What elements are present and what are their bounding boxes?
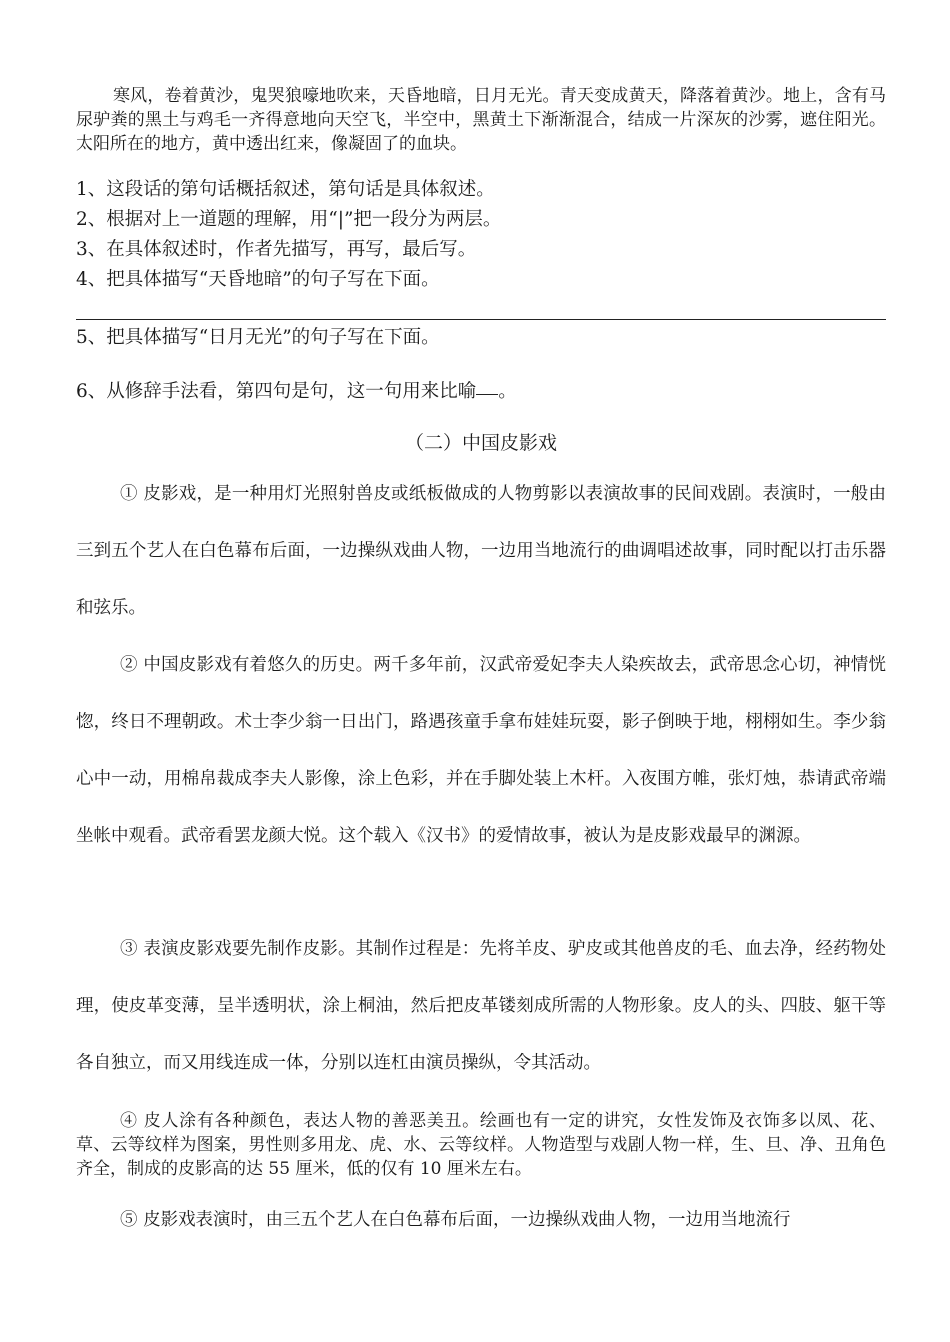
question-1: 1、这段话的第句话概括叙述，第句话是具体叙述。	[76, 179, 495, 200]
paragraph-3: ③ 表演皮影戏要先制作皮影。其制作过程是：先将羊皮、驴皮或其他兽皮的毛、血去净，经药物处理，使皮革变薄，呈半透明状，涂上桐油，然后把皮革镂刻成所需的人物形象。皮人的头、四肢、躯干等各自独立，而又用线连成一体，分别以连杠由演员操纵，令其活动。	[76, 939, 886, 1073]
paragraph-5: ⑤ 皮影戏表演时，由三五个艺人在白色幕布后面，一边操纵戏曲人物，一边用当地流行	[120, 1210, 791, 1230]
question-3: 3、在具体叙述时，作者先描写，再写，最后写。	[76, 239, 477, 260]
question-6	[76, 377, 517, 403]
question-6-text: 6、从修辞手法看，第四句是句，这一句用来比喻	[76, 381, 477, 402]
answer-line	[76, 319, 886, 320]
section-title: （二）中国皮影戏	[404, 432, 557, 454]
question-2: 2、根据对上一道题的理解，用“|”把一段分为两层。	[76, 209, 502, 230]
answer-blank	[476, 393, 498, 395]
paragraph-4: ④ 皮人涂有各种颜色，表达人物的善恶美丑。绘画也有一定的讲究，女性发饰及衣饰多以凤、花、草、云等纹样为图案，男性则多用龙、虎、水、云等纹样。人物造型与戏剧人物一样，生、旦、净、丑角色齐全，制成的皮影高的达 55 厘米，低的仅有 10 厘米左右。	[76, 1111, 886, 1179]
question-6-end: 。	[498, 381, 517, 402]
paragraph-2: ② 中国皮影戏有着悠久的历史。两千多年前，汉武帝爱妃李夫人染疾故去，武帝思念心切，神情恍惚，终日不理朝政。术士李少翁一日出门，路遇孩童手拿布娃娃玩耍，影子倒映于地，栩栩如生。李少翁心中一动，用棉帛裁成李夫人影像，涂上色彩，并在手脚处装上木杆。入夜围方帷，张灯烛，恭请武帝端坐帐中观看。武帝看罢龙颜大悦。这个载入《汉书》的爱情故事，被认为是皮影戏最早的渊源。	[76, 655, 886, 846]
question-4: 4、把具体描写“天昏地暗”的句子写在下面。	[76, 269, 440, 290]
question-5: 5、把具体描写“日月无光”的句子写在下面。	[76, 327, 440, 348]
passage-sandstorm: 寒风，卷着黄沙，鬼哭狼嚎地吹来，天昏地暗，日月无光。青天变成黄天，降落着黄沙。地上，含有马尿驴粪的黑土与鸡毛一齐得意地向天空飞，半空中，黑黄土下渐渐混合，结成一片深灰的沙雾，遮住阳光。太阳所在的地方，黄中透出红来，像凝固了的血块。	[76, 86, 886, 154]
paragraph-1: ① 皮影戏，是一种用灯光照射兽皮或纸板做成的人物剪影以表演故事的民间戏剧。表演时，一般由三到五个艺人在白色幕布后面，一边操纵戏曲人物，一边用当地流行的曲调唱述故事，同时配以打击乐器和弦乐。	[76, 484, 886, 618]
